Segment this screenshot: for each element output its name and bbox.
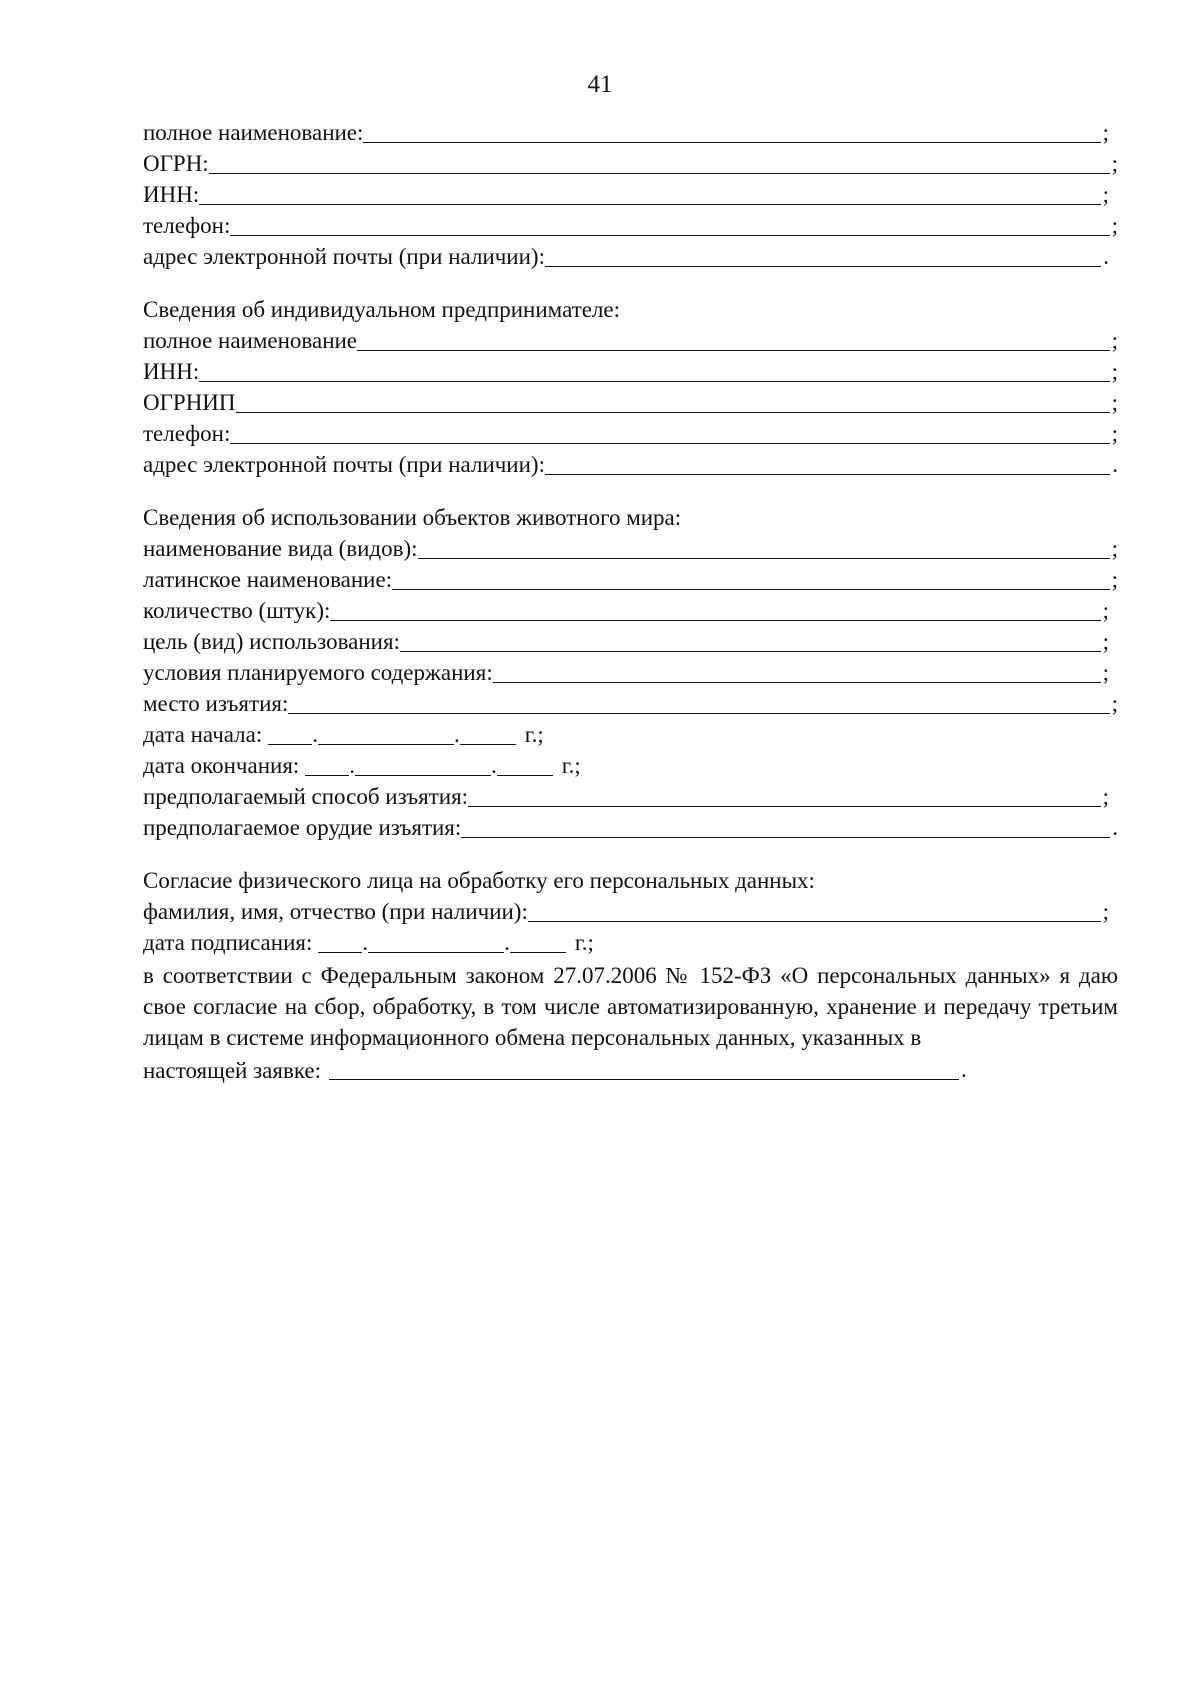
field-end: ;	[1102, 899, 1109, 925]
field-end: ;	[1111, 328, 1118, 354]
year-blank[interactable]	[510, 951, 566, 953]
field-label: цель (вид) использования:	[143, 629, 400, 655]
field-label: ОГРН:	[143, 151, 209, 177]
fill-line[interactable]	[400, 650, 1101, 652]
purpose-field	[143, 625, 1118, 656]
field-label: полное наименование	[143, 328, 358, 354]
field-end: .	[1103, 244, 1109, 270]
field-label: дата окончания:	[143, 753, 300, 779]
section-heading: Согласие физического лица на обработку его персональных данных:	[143, 868, 815, 894]
form-content	[143, 116, 1118, 1084]
field-end: ;	[1111, 421, 1118, 447]
fill-line[interactable]	[330, 619, 1100, 621]
day-blank[interactable]	[318, 951, 362, 953]
field-label: адрес электронной почты (при наличии):	[143, 244, 545, 270]
section-heading: Сведения об использовании объектов животного мира:	[143, 505, 682, 531]
section-heading: Сведения об индивидуальном предпринимателе:	[143, 297, 621, 323]
field-label: наименование вида (видов):	[143, 536, 418, 562]
capture-place-field	[143, 687, 1118, 718]
ip-email-field	[143, 448, 1118, 479]
end-date-field	[143, 749, 1118, 780]
start-date-field	[143, 718, 1118, 749]
day-blank[interactable]	[268, 743, 312, 745]
latin-name-field	[143, 563, 1118, 594]
field-label: ОГРНИП	[143, 390, 236, 416]
fill-line[interactable]	[230, 442, 1109, 444]
date-separator: .	[454, 722, 460, 748]
fill-line[interactable]	[236, 411, 1110, 413]
fill-line[interactable]	[329, 1078, 959, 1080]
date-separator: .	[362, 930, 369, 956]
date-separator: .	[491, 753, 497, 779]
field-label: предполагаемое орудие изъятия:	[143, 815, 462, 841]
fill-line[interactable]	[468, 805, 1101, 807]
date-separator: .	[349, 753, 356, 779]
field-end: .	[961, 1057, 967, 1083]
signature-line	[143, 1053, 1118, 1084]
fill-line[interactable]	[418, 557, 1110, 559]
org-inn-field	[143, 178, 1118, 209]
keeping-conditions-field	[143, 656, 1118, 687]
date-separator: .	[504, 930, 510, 956]
sign-date-field	[143, 926, 1118, 957]
year-suffix: г.;	[561, 753, 581, 779]
field-end: ;	[1102, 120, 1109, 146]
fill-line[interactable]	[545, 473, 1110, 475]
species-name-field	[143, 532, 1118, 563]
field-label: дата начала:	[143, 722, 263, 748]
fill-line[interactable]	[461, 836, 1110, 838]
fill-line[interactable]	[545, 265, 1101, 267]
fill-line[interactable]	[392, 588, 1110, 590]
field-end: ;	[1111, 567, 1118, 593]
year-blank[interactable]	[497, 774, 553, 776]
field-label: предполагаемый способ изъятия:	[143, 784, 469, 810]
org-phone-field	[143, 209, 1118, 240]
month-blank[interactable]	[368, 951, 504, 953]
fill-line[interactable]	[528, 920, 1101, 922]
field-label: дата подписания:	[143, 930, 313, 956]
wildlife-section	[143, 501, 1118, 842]
month-blank[interactable]	[355, 774, 491, 776]
consent-paragraph: в соответствии с Федеральным законом 27.07.2006 № 152-ФЗ «О персональных данных» я даю свое согласие на сбор, обработку, в том числе автоматизированную, хранение и передачу третьим лицам в системе информационного обмена персональных данных, указанных в	[143, 963, 1118, 1050]
fill-line[interactable]	[199, 203, 1100, 205]
month-blank[interactable]	[318, 743, 454, 745]
field-label: место изъятия:	[143, 691, 289, 717]
full-name-field	[143, 895, 1118, 926]
field-label: условия планируемого содержания:	[143, 660, 493, 686]
field-label: адрес электронной почты (при наличии):	[143, 452, 545, 478]
fill-line[interactable]	[493, 681, 1101, 683]
field-label: фамилия, имя, отчество (при наличии):	[143, 899, 528, 925]
year-suffix: г.;	[574, 930, 594, 956]
quantity-field	[143, 594, 1118, 625]
year-blank[interactable]	[460, 743, 516, 745]
page-number: 41	[587, 71, 613, 98]
ip-section	[143, 293, 1118, 479]
field-label: настоящей заявке:	[143, 1058, 322, 1083]
field-label: телефон:	[143, 421, 231, 447]
capture-method-field	[143, 780, 1118, 811]
fill-line[interactable]	[288, 712, 1109, 714]
org-full-name-field	[143, 116, 1118, 147]
day-blank[interactable]	[305, 774, 349, 776]
field-end: .	[1112, 452, 1118, 478]
fill-line[interactable]	[199, 380, 1109, 382]
ip-inn-field	[143, 355, 1118, 386]
field-end: ;	[1102, 182, 1109, 208]
field-end: ;	[1111, 691, 1118, 717]
org-section	[143, 116, 1118, 271]
field-end: ;	[1111, 536, 1118, 562]
field-end: ;	[1111, 390, 1118, 416]
field-label: латинское наименование:	[143, 567, 393, 593]
year-suffix: г.;	[524, 722, 544, 748]
field-end: ;	[1111, 151, 1118, 177]
field-end: .	[1112, 815, 1118, 841]
consent-section	[143, 864, 1118, 1084]
field-label: телефон:	[143, 213, 231, 239]
fill-line[interactable]	[230, 234, 1109, 236]
field-label: полное наименование:	[143, 120, 364, 146]
fill-line[interactable]	[363, 141, 1100, 143]
field-end: ;	[1102, 660, 1109, 686]
field-end: ;	[1111, 359, 1118, 385]
field-label: количество (штук):	[143, 598, 331, 624]
org-ogrn-field	[143, 147, 1118, 178]
field-label: ИНН:	[143, 182, 200, 208]
field-end: ;	[1102, 784, 1109, 810]
ip-phone-field	[143, 417, 1118, 448]
fill-line[interactable]	[357, 349, 1110, 351]
field-label: ИНН:	[143, 359, 200, 385]
date-separator: .	[312, 722, 319, 748]
ip-full-name-field	[143, 324, 1118, 355]
org-email-field	[143, 240, 1118, 271]
ip-ogrnip-field	[143, 386, 1118, 417]
field-end: ;	[1102, 598, 1109, 624]
field-end: ;	[1111, 213, 1118, 239]
field-end: ;	[1102, 629, 1109, 655]
capture-tool-field	[143, 811, 1118, 842]
fill-line[interactable]	[209, 172, 1110, 174]
